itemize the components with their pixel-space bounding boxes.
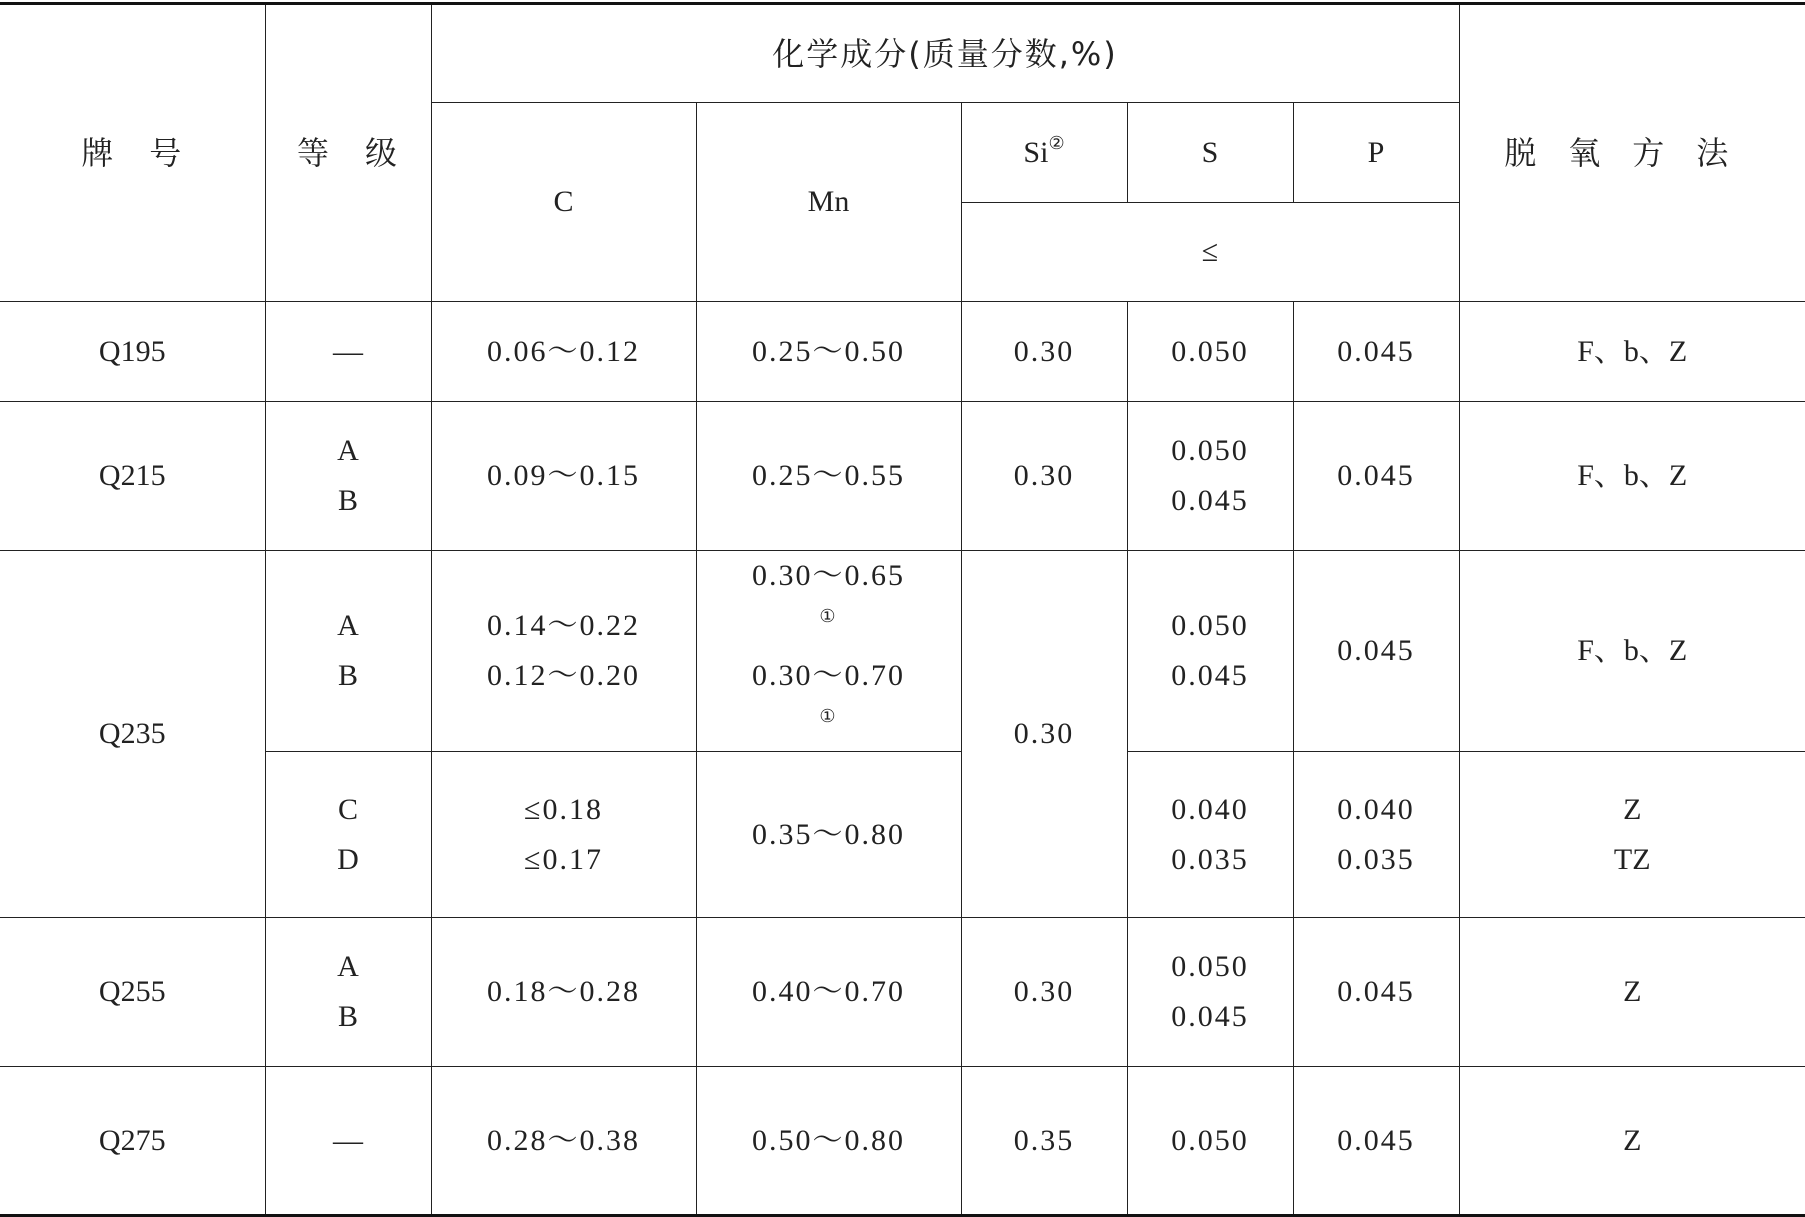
header-deoxidation: 脱氧方法 — [1459, 4, 1805, 302]
cell-p: 0.045 — [1293, 402, 1459, 551]
cell-grade: Q215 — [0, 402, 265, 551]
cell-s: 0.050 — [1127, 1067, 1293, 1216]
cell-si: 0.30 — [961, 402, 1127, 551]
table-row-q215 — [0, 402, 1805, 551]
cell-si: 0.30 — [961, 551, 1127, 918]
header-grade: 牌 号 — [0, 4, 265, 302]
cell-p: 0.045 — [1293, 302, 1459, 402]
cell-s: 0.050 0.045 — [1127, 551, 1293, 752]
header-c: C — [431, 103, 696, 302]
si-footnote-marker: ② — [1048, 132, 1065, 153]
cell-level: A B — [265, 918, 431, 1067]
cell-level: C D — [265, 752, 431, 918]
cell-c: 0.14～0.22 0.12～0.20 — [431, 551, 696, 752]
header-p: P — [1293, 103, 1459, 203]
cell-mn: 0.35～0.80 — [696, 752, 961, 918]
cell-mn: 0.25～0.50 — [696, 302, 961, 402]
cell-c: 0.18～0.28 — [431, 918, 696, 1067]
cell-deoxidation: Z TZ — [1459, 752, 1805, 918]
table-row-q195 — [0, 302, 1805, 402]
cell-p: 0.045 — [1293, 918, 1459, 1067]
cell-grade: Q195 — [0, 302, 265, 402]
cell-s: 0.050 — [1127, 302, 1293, 402]
cell-mn: 0.25～0.55 — [696, 402, 961, 551]
cell-s: 0.040 0.035 — [1127, 752, 1293, 918]
header-s: S — [1127, 103, 1293, 203]
table-row-q235-cd — [0, 752, 1805, 918]
mn-footnote-marker: ① — [819, 706, 838, 726]
cell-deoxidation: Z — [1459, 918, 1805, 1067]
table-row-q275 — [0, 1067, 1805, 1216]
cell-s: 0.050 0.045 — [1127, 402, 1293, 551]
header-max-symbol: ≤ — [961, 203, 1459, 302]
cell-p: 0.045 — [1293, 551, 1459, 752]
header-mn: Mn — [696, 103, 961, 302]
cell-s: 0.050 0.045 — [1127, 918, 1293, 1067]
cell-level: — — [265, 1067, 431, 1216]
cell-p: 0.040 0.035 — [1293, 752, 1459, 918]
cell-deoxidation: F、b、Z — [1459, 551, 1805, 752]
cell-c: 0.28～0.38 — [431, 1067, 696, 1216]
cell-c: 0.06～0.12 — [431, 302, 696, 402]
cell-grade: Q275 — [0, 1067, 265, 1216]
cell-si: 0.30 — [961, 302, 1127, 402]
table-row-q255 — [0, 918, 1805, 1067]
mn-footnote-marker: ① — [819, 606, 838, 626]
header-row-1 — [0, 4, 1805, 103]
cell-c: 0.09～0.15 — [431, 402, 696, 551]
cell-deoxidation: F、b、Z — [1459, 302, 1805, 402]
cell-deoxidation: F、b、Z — [1459, 402, 1805, 551]
cell-deoxidation: Z — [1459, 1067, 1805, 1216]
cell-c: ≤0.18 ≤0.17 — [431, 752, 696, 918]
cell-level: A B — [265, 551, 431, 752]
cell-grade: Q235 — [0, 551, 265, 918]
header-level: 等 级 — [265, 4, 431, 302]
cell-mn: 0.30～0.65 ① 0.30～0.70 ① — [696, 551, 961, 752]
header-chemical-composition: 化学成分(质量分数,%) — [431, 4, 1459, 103]
cell-mn: 0.40～0.70 — [696, 918, 961, 1067]
cell-si: 0.35 — [961, 1067, 1127, 1216]
cell-level: A B — [265, 402, 431, 551]
cell-si: 0.30 — [961, 918, 1127, 1067]
table-row-q235-ab — [0, 551, 1805, 752]
cell-grade: Q255 — [0, 918, 265, 1067]
cell-p: 0.045 — [1293, 1067, 1459, 1216]
header-si: Si② — [961, 103, 1127, 203]
steel-composition-table — [0, 2, 1805, 1217]
cell-mn: 0.50～0.80 — [696, 1067, 961, 1216]
cell-level: — — [265, 302, 431, 402]
